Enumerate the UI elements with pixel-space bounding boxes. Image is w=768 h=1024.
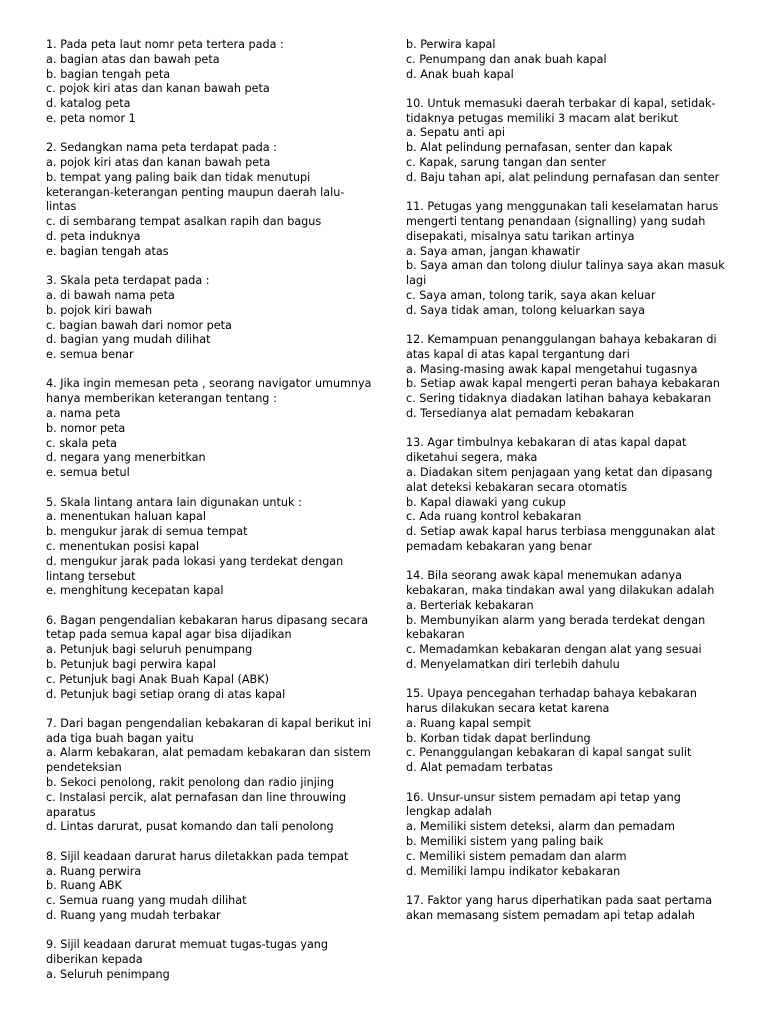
left-question-block bbox=[46, 377, 372, 481]
left-question-block bbox=[46, 496, 372, 600]
left-question-block bbox=[46, 614, 372, 703]
answer-option: c. Petunjuk bagi Anak Buah Kapal (ABK) bbox=[46, 672, 269, 686]
question-text: 2. Sedangkan nama peta terdapat pada : bbox=[46, 141, 277, 155]
answer-option: a. Berteriak kebakaran bbox=[406, 598, 534, 612]
answer-option: d. bagian yang mudah dilihat bbox=[46, 333, 211, 347]
right-question-block bbox=[406, 569, 728, 673]
left-question-block bbox=[46, 141, 372, 259]
answer-option: c. bagian bawah dari nomor peta bbox=[46, 318, 232, 332]
right-column bbox=[406, 38, 728, 938]
question-text: 4. Jika ingin memesan peta , seorang navigator umumnya hanya memberikan keterangan tentang : bbox=[46, 377, 372, 406]
answer-option: c. Instalasi percik, alat pernafasan dan line throuwing aparatus bbox=[46, 790, 347, 819]
left-question-block bbox=[46, 274, 372, 363]
answer-option: c. Semua ruang yang mudah dilihat bbox=[46, 894, 247, 908]
answer-option: a. Ruang kapal sempit bbox=[406, 716, 531, 730]
answer-option: c. Ada ruang kontrol kebakaran bbox=[406, 510, 582, 524]
question-text: 12. Kemampuan penanggulangan bahaya kebakaran di atas kapal di atas kapal tergantung dari bbox=[406, 333, 717, 361]
answer-option: a. nama peta bbox=[46, 407, 121, 421]
question-text: 9. Sijil keadaan darurat memuat tugas-tugas yang diberikan kepada bbox=[46, 938, 328, 967]
answer-option: b. Petunjuk bagi perwira kapal bbox=[46, 657, 217, 671]
right-question-block bbox=[406, 38, 728, 82]
question-text: 1. Pada peta laut nomr peta tertera pada : bbox=[46, 38, 284, 51]
answer-option: a. Seluruh penimpang bbox=[46, 967, 170, 981]
answer-option: b. pojok kiri bawah bbox=[46, 303, 153, 317]
answer-option: a. Petunjuk bagi seluruh penumpang bbox=[46, 643, 253, 657]
answer-option: a. bagian atas dan bawah peta bbox=[46, 52, 220, 66]
answer-option: c. Penanggulangan kebakaran di kapal sangat sulit bbox=[406, 746, 692, 760]
answer-option: c. skala peta bbox=[46, 436, 117, 450]
question-text: 8. Sijil keadaan darurat harus diletakkan pada tempat bbox=[46, 849, 349, 863]
left-question-block bbox=[46, 717, 372, 835]
answer-option: b. Sekoci penolong, rakit penolong dan radio jinjing bbox=[46, 776, 335, 790]
answer-option: a. di bawah nama peta bbox=[46, 288, 175, 302]
answer-option: c. Kapak, sarung tangan dan senter bbox=[406, 156, 607, 170]
answer-option: b. Memiliki sistem yang paling baik bbox=[406, 834, 604, 848]
right-question-block bbox=[406, 436, 728, 554]
answer-option: a. Masing-masing awak kapal mengetahui tugasnya bbox=[406, 362, 698, 376]
answer-option: d. Anak buah kapal bbox=[406, 67, 514, 81]
question-text: 6. Bagan pengendalian kebakaran harus dipasang secara tetap pada semua kapal agar bisa dijadikan bbox=[46, 613, 369, 642]
question-text: 7. Dari bagan pengendalian kebakaran di kapal berikut ini ada tiga buah bagan yaitu bbox=[46, 716, 372, 745]
answer-option: d. Baju tahan api, alat pelindung pernafasan dan senter bbox=[406, 170, 720, 184]
answer-option: e. semua benar bbox=[46, 348, 134, 362]
answer-option: d. Ruang yang mudah terbakar bbox=[46, 908, 221, 922]
answer-option: d. Lintas darurat, pusat komando dan tali penolong bbox=[46, 820, 334, 834]
answer-option: a. pojok kiri atas dan kanan bawah peta bbox=[46, 156, 271, 170]
answer-option: c. di sembarang tempat asalkan rapih dan bagus bbox=[46, 215, 322, 229]
answer-option: d. Petunjuk bagi setiap orang di atas kapal bbox=[46, 687, 286, 701]
answer-option: a. menentukan haluan kapal bbox=[46, 510, 206, 524]
answer-option: d. Tersedianya alat pemadam kebakaran bbox=[406, 407, 635, 421]
answer-option: e. semua betul bbox=[46, 466, 130, 480]
answer-option: b. tempat yang paling baik dan tidak menutupi keterangan-keterangan penting maupun daerah lalu-lintas bbox=[46, 170, 345, 214]
answer-option: b. Setiap awak kapal mengerti peran bahaya kebakaran bbox=[406, 377, 720, 391]
right-question-block bbox=[406, 791, 728, 880]
right-question-block bbox=[406, 687, 728, 776]
question-text: 3. Skala peta terdapat pada : bbox=[46, 274, 210, 288]
right-question-block bbox=[406, 894, 728, 924]
right-question-block bbox=[406, 333, 728, 422]
left-question-block bbox=[46, 850, 372, 924]
question-text: 11. Petugas yang menggunakan tali keselamatan harus mengerti tentang penandaan (signalling) yang sudah disepakati, misalnya satu tarikan artinya bbox=[406, 200, 719, 243]
question-text: 13. Agar timbulnya kebakaran di atas kapal dapat diketahui segera, maka bbox=[406, 436, 687, 465]
answer-option: e. peta nomor 1 bbox=[46, 111, 136, 125]
answer-option: d. Saya tidak aman, tolong keluarkan saya bbox=[406, 303, 645, 317]
answer-option: a. Saya aman, jangan khawatir bbox=[406, 244, 580, 258]
answer-option: b. nomor peta bbox=[46, 421, 126, 435]
question-text: 14. Bila seorang awak kapal menemukan adanya kebakaran, maka tindakan awal yang dilakukan adalah bbox=[406, 569, 715, 597]
left-column bbox=[46, 38, 372, 997]
answer-option: b. Alat pelindung pernafasan, senter dan kapak bbox=[406, 141, 673, 155]
right-question-block bbox=[406, 200, 728, 318]
left-question-block bbox=[46, 38, 372, 127]
answer-option: b. Ruang ABK bbox=[46, 879, 122, 893]
answer-option: a. Memiliki sistem deteksi, alarm dan pemadam bbox=[406, 820, 676, 834]
answer-option: d. katalog peta bbox=[46, 97, 131, 111]
answer-option: b. Saya aman dan tolong diulur talinya saya akan masuk lagi bbox=[406, 259, 725, 288]
answer-option: b. Kapal diawaki yang cukup bbox=[406, 495, 566, 509]
answer-option: d. Menyelamatkan diri terlebih dahulu bbox=[406, 657, 620, 671]
answer-option: d. Setiap awak kapal harus terbiasa menggunakan alat pemadam kebakaran yang benar bbox=[406, 525, 716, 553]
answer-option: c. menentukan posisi kapal bbox=[46, 539, 199, 553]
answer-option: b. mengukur jarak di semua tempat bbox=[46, 525, 248, 539]
right-question-block bbox=[406, 97, 728, 186]
answer-option: b. Membunyikan alarm yang berada terdekat dengan kebakaran bbox=[406, 613, 706, 642]
answer-option: d. Alat pemadam terbatas bbox=[406, 761, 553, 775]
answer-option: a. Sepatu anti api bbox=[406, 126, 506, 140]
answer-option: d. negara yang menerbitkan bbox=[46, 451, 206, 465]
answer-option: e. menghitung kecepatan kapal bbox=[46, 584, 224, 598]
answer-option: a. Ruang perwira bbox=[46, 864, 142, 878]
answer-option: b. Korban tidak dapat berlindung bbox=[406, 731, 591, 745]
answer-option: c. pojok kiri atas dan kanan bawah peta bbox=[46, 82, 270, 96]
answer-option: c. Memadamkan kebakaran dengan alat yang sesuai bbox=[406, 643, 702, 657]
answer-option: a. Diadakan sitem penjagaan yang ketat dan dipasang alat deteksi kebakaran secara otomatis bbox=[406, 465, 713, 494]
answer-option: a. Alarm kebakaran, alat pemadam kebakaran dan sistem pendeteksian bbox=[46, 746, 371, 775]
question-text: 16. Unsur-unsur sistem pemadam api tetap yang lengkap adalah bbox=[406, 790, 681, 819]
answer-option: c. Saya aman, tolong tarik, saya akan keluar bbox=[406, 288, 656, 302]
answer-option: b. Perwira kapal bbox=[406, 38, 496, 51]
answer-option: d. peta induknya bbox=[46, 230, 141, 244]
answer-option: b. bagian tengah peta bbox=[46, 67, 171, 81]
left-question-block bbox=[46, 938, 372, 982]
question-text: 5. Skala lintang antara lain digunakan untuk : bbox=[46, 495, 302, 509]
answer-option: c. Memiliki sistem pemadam dan alarm bbox=[406, 849, 627, 863]
question-text: 15. Upaya pencegahan terhadap bahaya kebakaran harus dilakukan secara ketat karena bbox=[406, 687, 697, 716]
answer-option: e. bagian tengah atas bbox=[46, 244, 169, 258]
question-text: 17. Faktor yang harus diperhatikan pada saat pertama akan memasang sistem pemadam api tetap adalah bbox=[406, 893, 713, 922]
answer-option: d. Memiliki lampu indikator kebakaran bbox=[406, 864, 621, 878]
answer-option: d. mengukur jarak pada lokasi yang terdekat dengan lintang tersebut bbox=[46, 554, 344, 583]
answer-option: c. Sering tidaknya diadakan latihan bahaya kebakaran bbox=[406, 392, 712, 406]
question-text: 10. Untuk memasuki daerah terbakar di kapal, setidak-tidaknya petugas memiliki 3 macam alat berikut bbox=[406, 96, 716, 125]
answer-option: c. Penumpang dan anak buah kapal bbox=[406, 52, 607, 66]
